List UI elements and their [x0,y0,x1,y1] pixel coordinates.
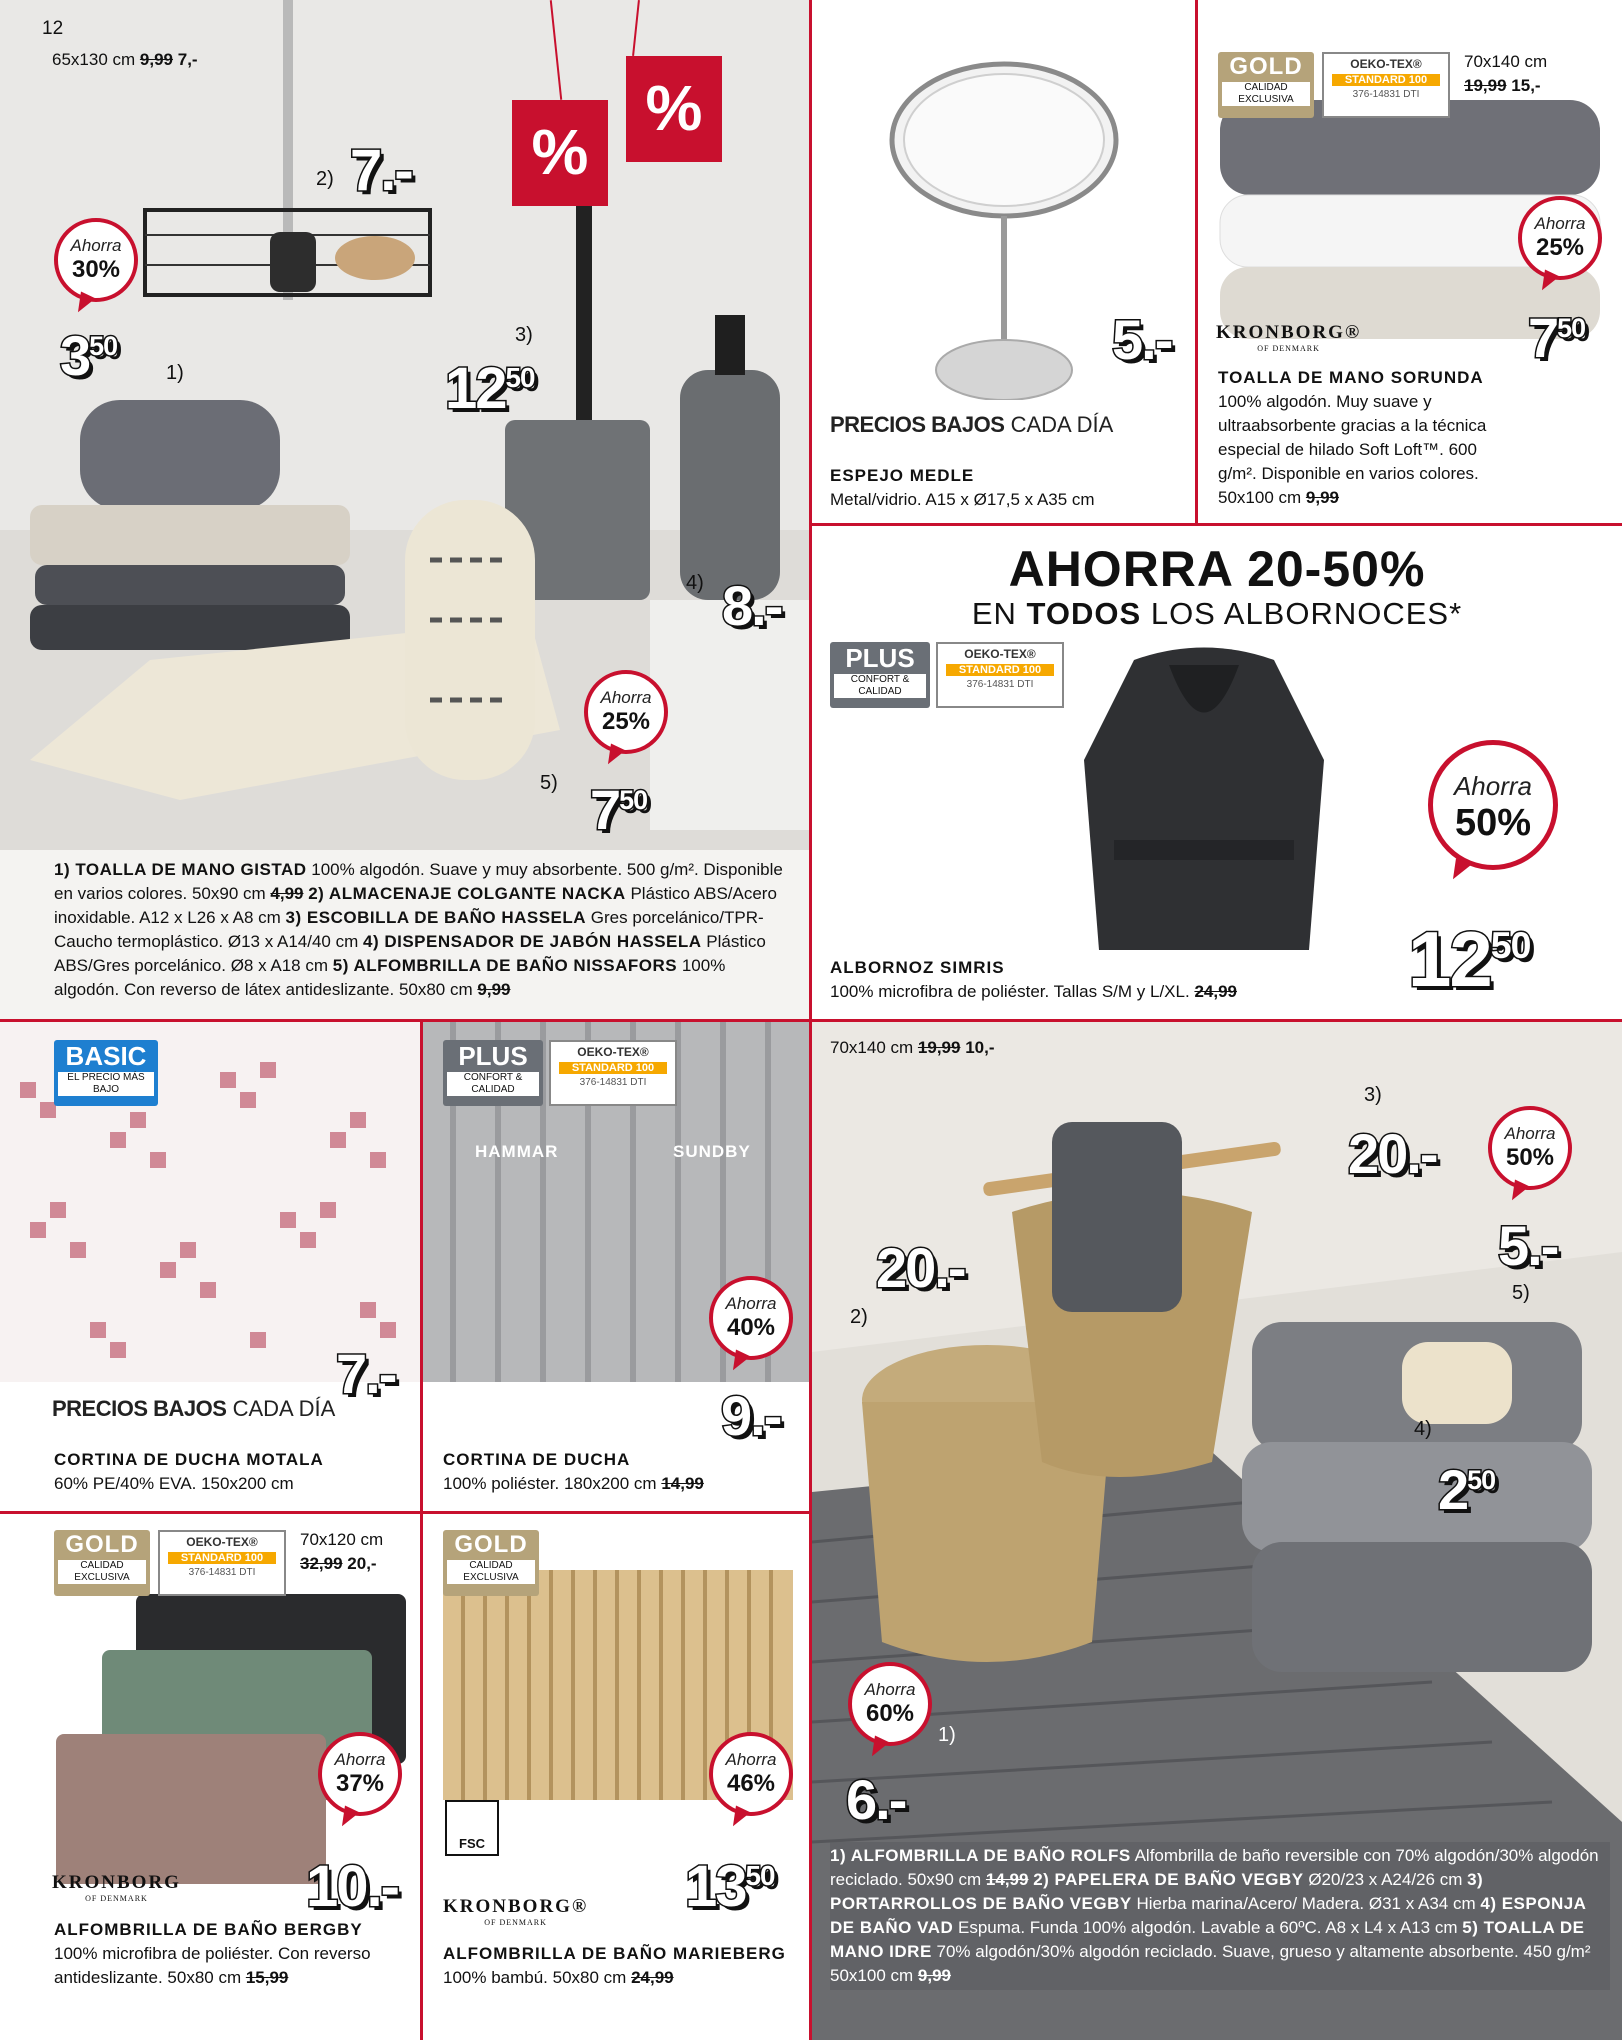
price-albornoz: $12^{50}$ [1408,915,1531,1003]
product-info [443,1448,803,1496]
gold-quality-logo: GOLD CALIDAD EXCLUSIVA [443,1530,539,1596]
size-label: 70x140 cm [830,1038,914,1057]
price-motala: 7.- [336,1342,396,1405]
panel-rolfs-vegby-set [812,1022,1622,2040]
product-desc: 100% bambú. 50x80 cm [443,1968,627,1987]
price-item-3: $12^{50}$ [445,356,535,421]
price-marieberg: $13^{50}$ [685,1854,775,1919]
percent-sign: % [626,56,722,162]
product-desc: 100% microfibra de poliéster. Con reverso antideslizante. 50x80 cm [54,1944,371,1987]
old-price: 19,99 [1464,76,1507,95]
price-item-4: $2^{50}$ [1438,1458,1496,1521]
badge-percent: 25% [601,708,651,735]
product-descriptions: 1) TOALLA DE MANO GISTAD 100% algodón. Suave y muy absorbente. 500 g/m². Disponible en varios colores. 50x90 cm 4,99 2) ALMACENAJE COLGANTE NACKA Plástico ABS/Acero inoxidable. A12 x L26 x A8 cm 3) ESCOBILLA DE BAÑO HASSELA Gres porcelánico/TPR-Caucho termoplástico. Ø13 x A14/40 cm 4) DISPENSADOR DE JABÓN HASSELA Plástico ABS/Gres porcelánico. Ø8 x A18 cm 5) ALFOMBRILLA DE BAÑO NISSAFORS 100% algodón. Con reverso de látex antideslizante. 50x80 cm 9,99 [54,860,783,999]
product-desc: 60% PE/40% EVA. 150x200 cm [54,1474,294,1493]
percent-sign: % [512,100,608,206]
item-label-1: 1) [166,362,184,384]
old-price: 24,99 [631,1968,674,1987]
badge-label: Ahorra [864,1680,916,1699]
item-label-4: 4) [686,572,704,594]
badge-label: Ahorra [725,1294,777,1313]
size-price-line [830,1038,994,1058]
product-title: ALFOMBRILLA DE BAÑO MARIEBERG [443,1944,786,1963]
savings-badge [709,1276,793,1360]
old-price: 9,99 [1305,488,1339,507]
price-item-3: 20.- [1348,1122,1437,1185]
badge-percent: 50% [1505,1144,1555,1171]
size-price-line [52,50,198,70]
savings-badge [318,1732,402,1816]
oeko-tex-label: OEKO-TEX® STANDARD 100 376-14831 DTI [1322,52,1450,118]
product-info [443,1942,803,1990]
badge-percent: 25% [1535,234,1585,261]
savings-badge [848,1662,932,1746]
product-title: CORTINA DE DUCHA MOTALA [54,1450,324,1469]
panel-gistad-set [0,0,810,1020]
divider-vertical [420,1020,423,2040]
badge-label: Ahorra [334,1750,386,1769]
panel-cortina-motala [0,1022,420,1512]
variant-label-hammar: HAMMAR [475,1142,559,1161]
old-price: 9,99 [139,50,173,69]
product-desc: Metal/vidrio. A15 x Ø17,5 x A35 cm [830,490,1095,509]
price-sorunda: $7^{50}$ [1528,306,1586,369]
price-item-2: 7.- [350,138,412,203]
precios-bajos-logo: PRECIOS BAJOS CADA DÍA [52,1396,336,1421]
plus-quality-logo: PLUS CONFORT & CALIDAD [830,642,930,708]
badge-label: Ahorra [1453,771,1533,801]
product-info [1218,366,1518,510]
product-title: TOALLA DE MANO SORUNDA [1218,368,1484,387]
badge-label: Ahorra [725,1750,777,1769]
item-label-3: 3) [1364,1084,1382,1106]
item-label-2: 2) [850,1306,868,1328]
product-title: ALFOMBRILLA DE BAÑO BERGBY [54,1920,363,1939]
panel-albornoz-simris [812,526,1622,1020]
price-bergby: 10.- [306,1854,398,1919]
product-desc: 100% poliéster. 180x200 cm [443,1474,657,1493]
badge-percent: 60% [865,1700,915,1727]
variant-label-sundby: SUNDBY [673,1142,751,1161]
size-label: 65x130 cm [52,50,136,69]
size-label: 70x140 cm [1464,52,1548,71]
product-info [54,1918,414,1990]
badge-percent: 46% [726,1770,776,1797]
price-cortina: 9.- [721,1384,781,1447]
price-item-1: $3^{50}$ [60,324,118,387]
divider-horizontal [0,1511,812,1514]
savings-badge [584,670,668,754]
badge-percent: 37% [335,1770,385,1797]
badge-label: Ahorra [70,236,122,255]
product-info [54,1448,414,1496]
savings-badge [1488,1106,1572,1190]
product-title: ALBORNOZ SIMRIS [830,958,1005,977]
precios-bajos-logo: PRECIOS BAJOS CADA DÍA [830,412,1114,437]
item-label-4: 4) [1414,1418,1432,1440]
basic-price-logo: BASIC EL PRECIO MÁS BAJO [54,1040,158,1106]
price-mirror: 5.- [1112,308,1172,371]
item-label-5: 5) [1512,1282,1530,1304]
product-desc: 100% algodón. Muy suave y ultraabsorbente gracias a la técnica especial de hilado Soft Loft™. 600 g/m². Disponible en varios colores. 50x100 cm [1218,392,1487,507]
kronborg-logo: KRONBORG® OF DENMARK [1216,322,1362,353]
new-price: 20,- [347,1554,377,1573]
bathrobe-photo [1074,640,1334,970]
page-number: 12 [42,18,64,39]
item-label-2: 2) [316,168,334,190]
product-desc: 100% microfibra de poliéster. Tallas S/M y L/XL. [830,982,1190,1001]
size-label: 70x120 cm [300,1530,384,1549]
badge-percent: 30% [71,256,121,283]
price-item-5: $7^{50}$ [590,778,648,841]
price-item-1: 6.- [846,1768,906,1831]
price-item-2: 20.- [876,1236,965,1299]
kronborg-logo: KRONBORG® OF DENMARK [443,1896,589,1927]
fsc-logo: FSC [445,1800,499,1856]
new-price: 10,- [965,1038,995,1057]
product-descriptions: 1) ALFOMBRILLA DE BAÑO ROLFS Alfombrilla de baño reversible con 70% algodón/30% algodón reciclado. 50x90 cm 14,99 2) PAPELERA DE BAÑO VEGBY Ø20/23 x A24/26 cm 3) PORTARROLLOS DE BAÑO VEGBY Hierba marina/Acero/ Madera. Ø31 x A34 cm 4) ESPONJA DE BAÑO VAD Espuma. Funda 100% algodón. Lavable a 60ºC. A8 x L4 x A13 cm 5) TOALLA DE MANO IDRE 70% algodón/30% algodón reciclado. Suave, grueso y altamente absorbente. 450 g/m² 50x100 cm 9,99 [830,1842,1610,1990]
panel-espejo-medle [812,0,1195,523]
old-price: 24,99 [1194,982,1237,1001]
panel-toalla-sorunda [1198,0,1622,523]
old-price: 19,99 [917,1038,961,1057]
badge-percent: 50% [1454,802,1532,844]
old-price: 14,99 [661,1474,704,1493]
savings-badge [1428,740,1558,870]
price-item-4: 8.- [722,574,782,637]
panel-alfombrilla-marieberg [423,1514,810,2040]
promo-headline: AHORRA 20-50% [1008,541,1426,597]
divider-vertical [1195,0,1198,526]
badge-label: Ahorra [1504,1124,1556,1143]
badge-label: Ahorra [1534,214,1586,233]
product-title: ESPEJO MEDLE [830,466,975,485]
product-info [830,464,1180,512]
divider-horizontal [809,523,1622,526]
item-label-5: 5) [540,772,558,794]
badge-label: Ahorra [600,688,652,707]
new-price: 7,- [177,50,198,69]
old-price: 32,99 [300,1554,343,1573]
product-info [830,956,1390,1004]
gold-quality-logo: GOLD CALIDAD EXCLUSIVA [54,1530,150,1596]
oeko-tex-label: OEKO-TEX® STANDARD 100 376-14831 DTI [936,642,1064,708]
oeko-tex-label: OEKO-TEX® STANDARD 100 376-14831 DTI [158,1530,286,1596]
divider-horizontal [0,1019,1622,1022]
old-price: 15,99 [245,1968,289,1987]
item-label-3: 3) [515,324,533,346]
oeko-tex-label: OEKO-TEX® STANDARD 100 376-14831 DTI [549,1040,677,1106]
savings-badge [1518,196,1602,280]
badge-percent: 40% [726,1314,776,1341]
product-title: CORTINA DE DUCHA [443,1450,631,1469]
new-price: 15,- [1511,76,1541,95]
savings-badge [709,1732,793,1816]
panel-alfombrilla-bergby [0,1514,420,2040]
size-price-line [1464,50,1614,98]
gold-quality-logo: GOLD CALIDAD EXCLUSIVA [1218,52,1314,118]
price-item-5: 5.- [1498,1214,1558,1277]
kronborg-logo: KRONBORG OF DENMARK [52,1872,181,1903]
savings-badge [54,218,138,302]
size-price-line [300,1528,416,1576]
item-label-1: 1) [938,1724,956,1746]
promo-subline: EN TODOS LOS ALBORNOCES* [971,596,1463,631]
plus-quality-logo: PLUS CONFORT & CALIDAD [443,1040,543,1106]
panel-cortina-ducha [423,1022,810,1512]
